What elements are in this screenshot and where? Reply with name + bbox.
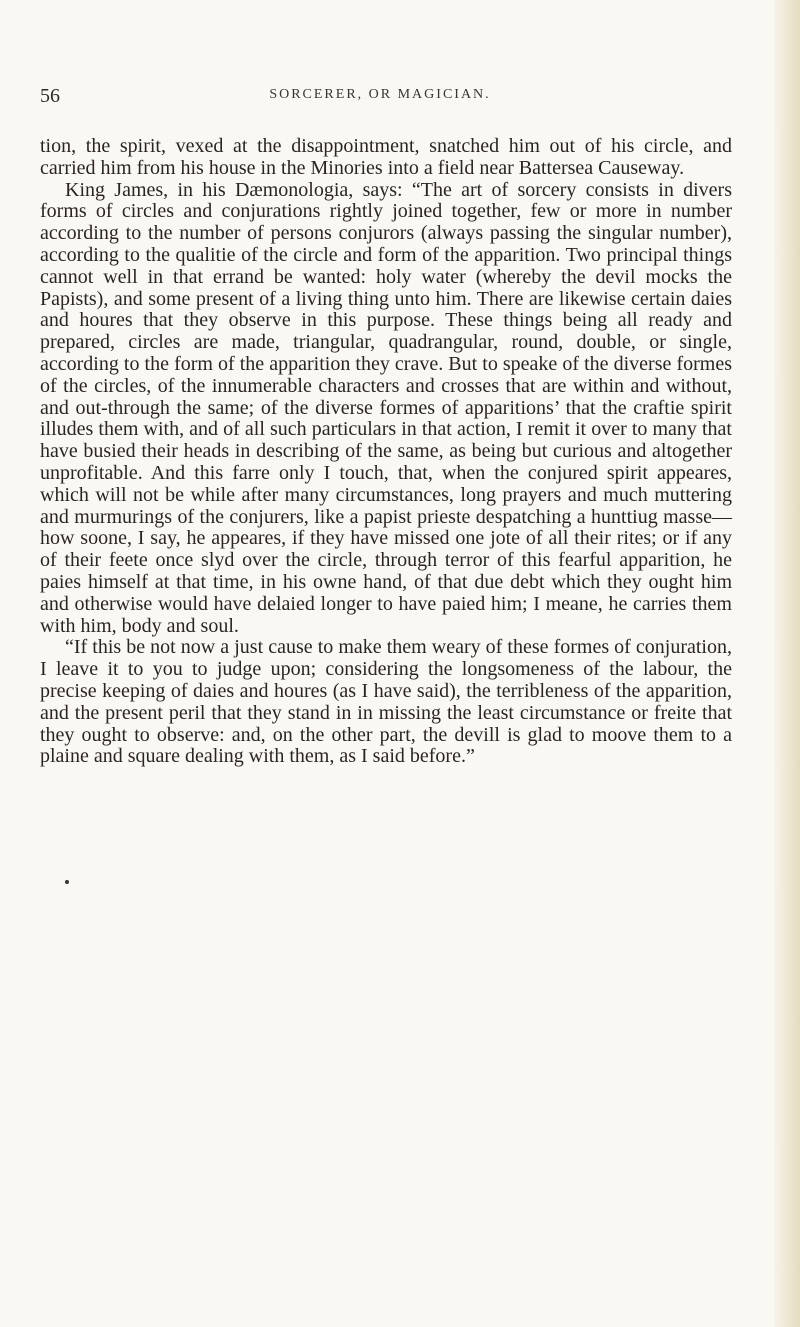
page-header bbox=[40, 85, 720, 111]
body-text bbox=[40, 136, 732, 768]
paragraph-continuation: tion, the spirit, vexed at the disappointment, snatched him out of his circle, and carried him from his house in the Minories into a field near Battersea Causeway. bbox=[40, 135, 732, 179]
page-number: 56 bbox=[40, 85, 60, 107]
running-head: SORCERER, OR MAGICIAN. bbox=[269, 87, 491, 102]
margin-dot bbox=[65, 880, 69, 884]
paragraph-king-james: King James, in his Dæmonologia, says: “The art of sorcery consists in divers forms of circles and conjurations rightly joined together, few or more in number according to the number of persons conjurors (always passing the singular number), according to the qualitie of the circle and form of the apparition. Two principal things cannot well in that errand be wanted: holy water (whereby the devil mocks the Papists), and some present of a living thing unto him. There are likewise certain daies and houres that they observe in this purpose. These things being all ready and prepared, circles are made, triangular, quadrangular, round, double, or single, according to the form of the apparition they crave. But to speake of the diverse formes of the circles, of the innumerable characters and crosses that are within and without, and out-through the same; of the diverse formes of apparitions’ that the craftie spirit illudes them with, and of all such particulars in that action, I remit it over to many that have busied their heads in describing of the same, as being but curious and altogether unprofitable. And this farre only I touch, that, when the conjured spirit appeares, which will not be while after many circumstances, long prayers and much muttering and murmurings of the conjurers, like a papist prieste despatching a hunttiug masse—how soone, I say, he appeares, if they have missed one jote of all their rites; or if any of their feete once slyd over the circle, through terror of this fearful apparition, he paies himself at that time, in his owne hand, of that due debt which they ought him and otherwise would have delaied longer to have paied him; I meane, he carries them with him, body and soul. bbox=[40, 178, 732, 637]
page-edge bbox=[774, 0, 800, 1327]
paragraph-conjuration: “If this be not now a just cause to make them weary of these formes of conjuration, I leave it to you to judge upon; considering the longsomeness of the labour, the precise keeping of daies and houres (as I have said), the terribleness of the apparition, and the present peril that they stand in in missing the least circumstance or freite that they ought to observe: and, on the other part, the devill is glad to moove them to a plaine and square dealing with them, as I said before.” bbox=[40, 636, 732, 768]
